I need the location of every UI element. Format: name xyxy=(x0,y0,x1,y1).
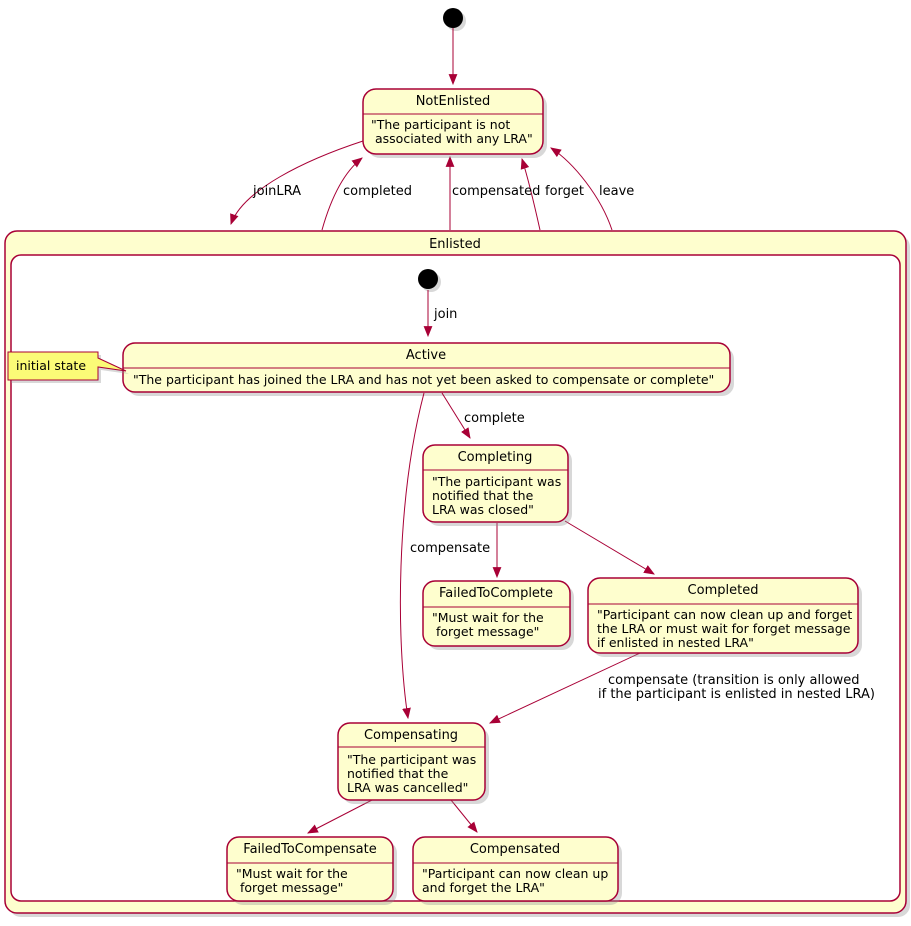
svg-text:"The participant is not: "The participant is not xyxy=(371,117,511,132)
state-compensated xyxy=(413,837,622,905)
svg-text:"Participant can now clean up: "Participant can now clean up xyxy=(422,866,609,881)
state-compensated-title: Compensated xyxy=(469,842,561,857)
svg-text:if enlisted in nested LRA": if enlisted in nested LRA" xyxy=(597,635,754,650)
label-completed: completed xyxy=(343,184,412,199)
state-compensating-title: Compensating xyxy=(363,728,459,743)
label-forget: forget xyxy=(545,184,584,199)
svg-text:"The participant has joined th: "The participant has joined the LRA and has not yet been asked to compensate or complete" xyxy=(133,372,715,387)
note-text: initial state xyxy=(16,358,87,373)
label-compensate-nested-2: if the participant is enlisted in nested LRA) xyxy=(598,687,875,702)
label-leave: leave xyxy=(599,184,635,199)
svg-text:notified that the: notified that the xyxy=(347,766,449,781)
state-completing-title: Completing xyxy=(457,450,533,465)
state-failedtocomplete xyxy=(423,581,574,650)
state-failedtocomplete-title: FailedToComplete xyxy=(438,586,554,601)
svg-text:the LRA or must wait for forge: the LRA or must wait for forget message xyxy=(597,621,851,636)
label-compensated: compensated xyxy=(452,184,541,199)
svg-text:forget message": forget message" xyxy=(436,624,540,639)
svg-text:notified that the: notified that the xyxy=(432,488,534,503)
svg-text:forget message": forget message" xyxy=(240,880,344,895)
state-completed xyxy=(588,578,862,657)
label-joinlra: joinLRA xyxy=(253,184,302,199)
svg-text:"Must wait for the: "Must wait for the xyxy=(432,610,544,625)
svg-text:LRA was cancelled": LRA was cancelled" xyxy=(347,780,469,795)
label-compensate-nested-1: compensate (transition is only allowed xyxy=(608,673,860,688)
state-failedtocompensate-title: FailedToCompensate xyxy=(243,842,377,857)
state-notenlisted xyxy=(363,89,547,158)
label-complete: complete xyxy=(464,411,525,426)
svg-text:"The participant was: "The participant was xyxy=(347,752,477,767)
svg-text:"Must wait for the: "Must wait for the xyxy=(236,866,348,881)
state-completed-title: Completed xyxy=(687,583,759,598)
state-completing xyxy=(423,445,572,526)
state-enlisted-title: Enlisted xyxy=(429,237,481,252)
state-notenlisted-title: NotEnlisted xyxy=(415,94,491,109)
state-active-title: Active xyxy=(405,348,447,363)
svg-text:"Participant can now clean up: "Participant can now clean up and forget xyxy=(597,607,853,622)
svg-text:"The participant was: "The participant was xyxy=(432,474,562,489)
label-compensate: compensate xyxy=(410,541,491,556)
svg-text:associated with any LRA": associated with any LRA" xyxy=(375,131,533,146)
state-active xyxy=(123,343,734,396)
svg-text:and forget the LRA": and forget the LRA" xyxy=(422,880,545,895)
svg-text:LRA was closed": LRA was closed" xyxy=(432,502,534,517)
label-join: join xyxy=(434,307,458,322)
transition-joinlra xyxy=(231,141,363,224)
state-compensating xyxy=(338,723,489,804)
initial-state-dot xyxy=(443,8,466,31)
state-enlisted xyxy=(5,231,910,917)
state-failedtocompensate xyxy=(227,837,397,905)
